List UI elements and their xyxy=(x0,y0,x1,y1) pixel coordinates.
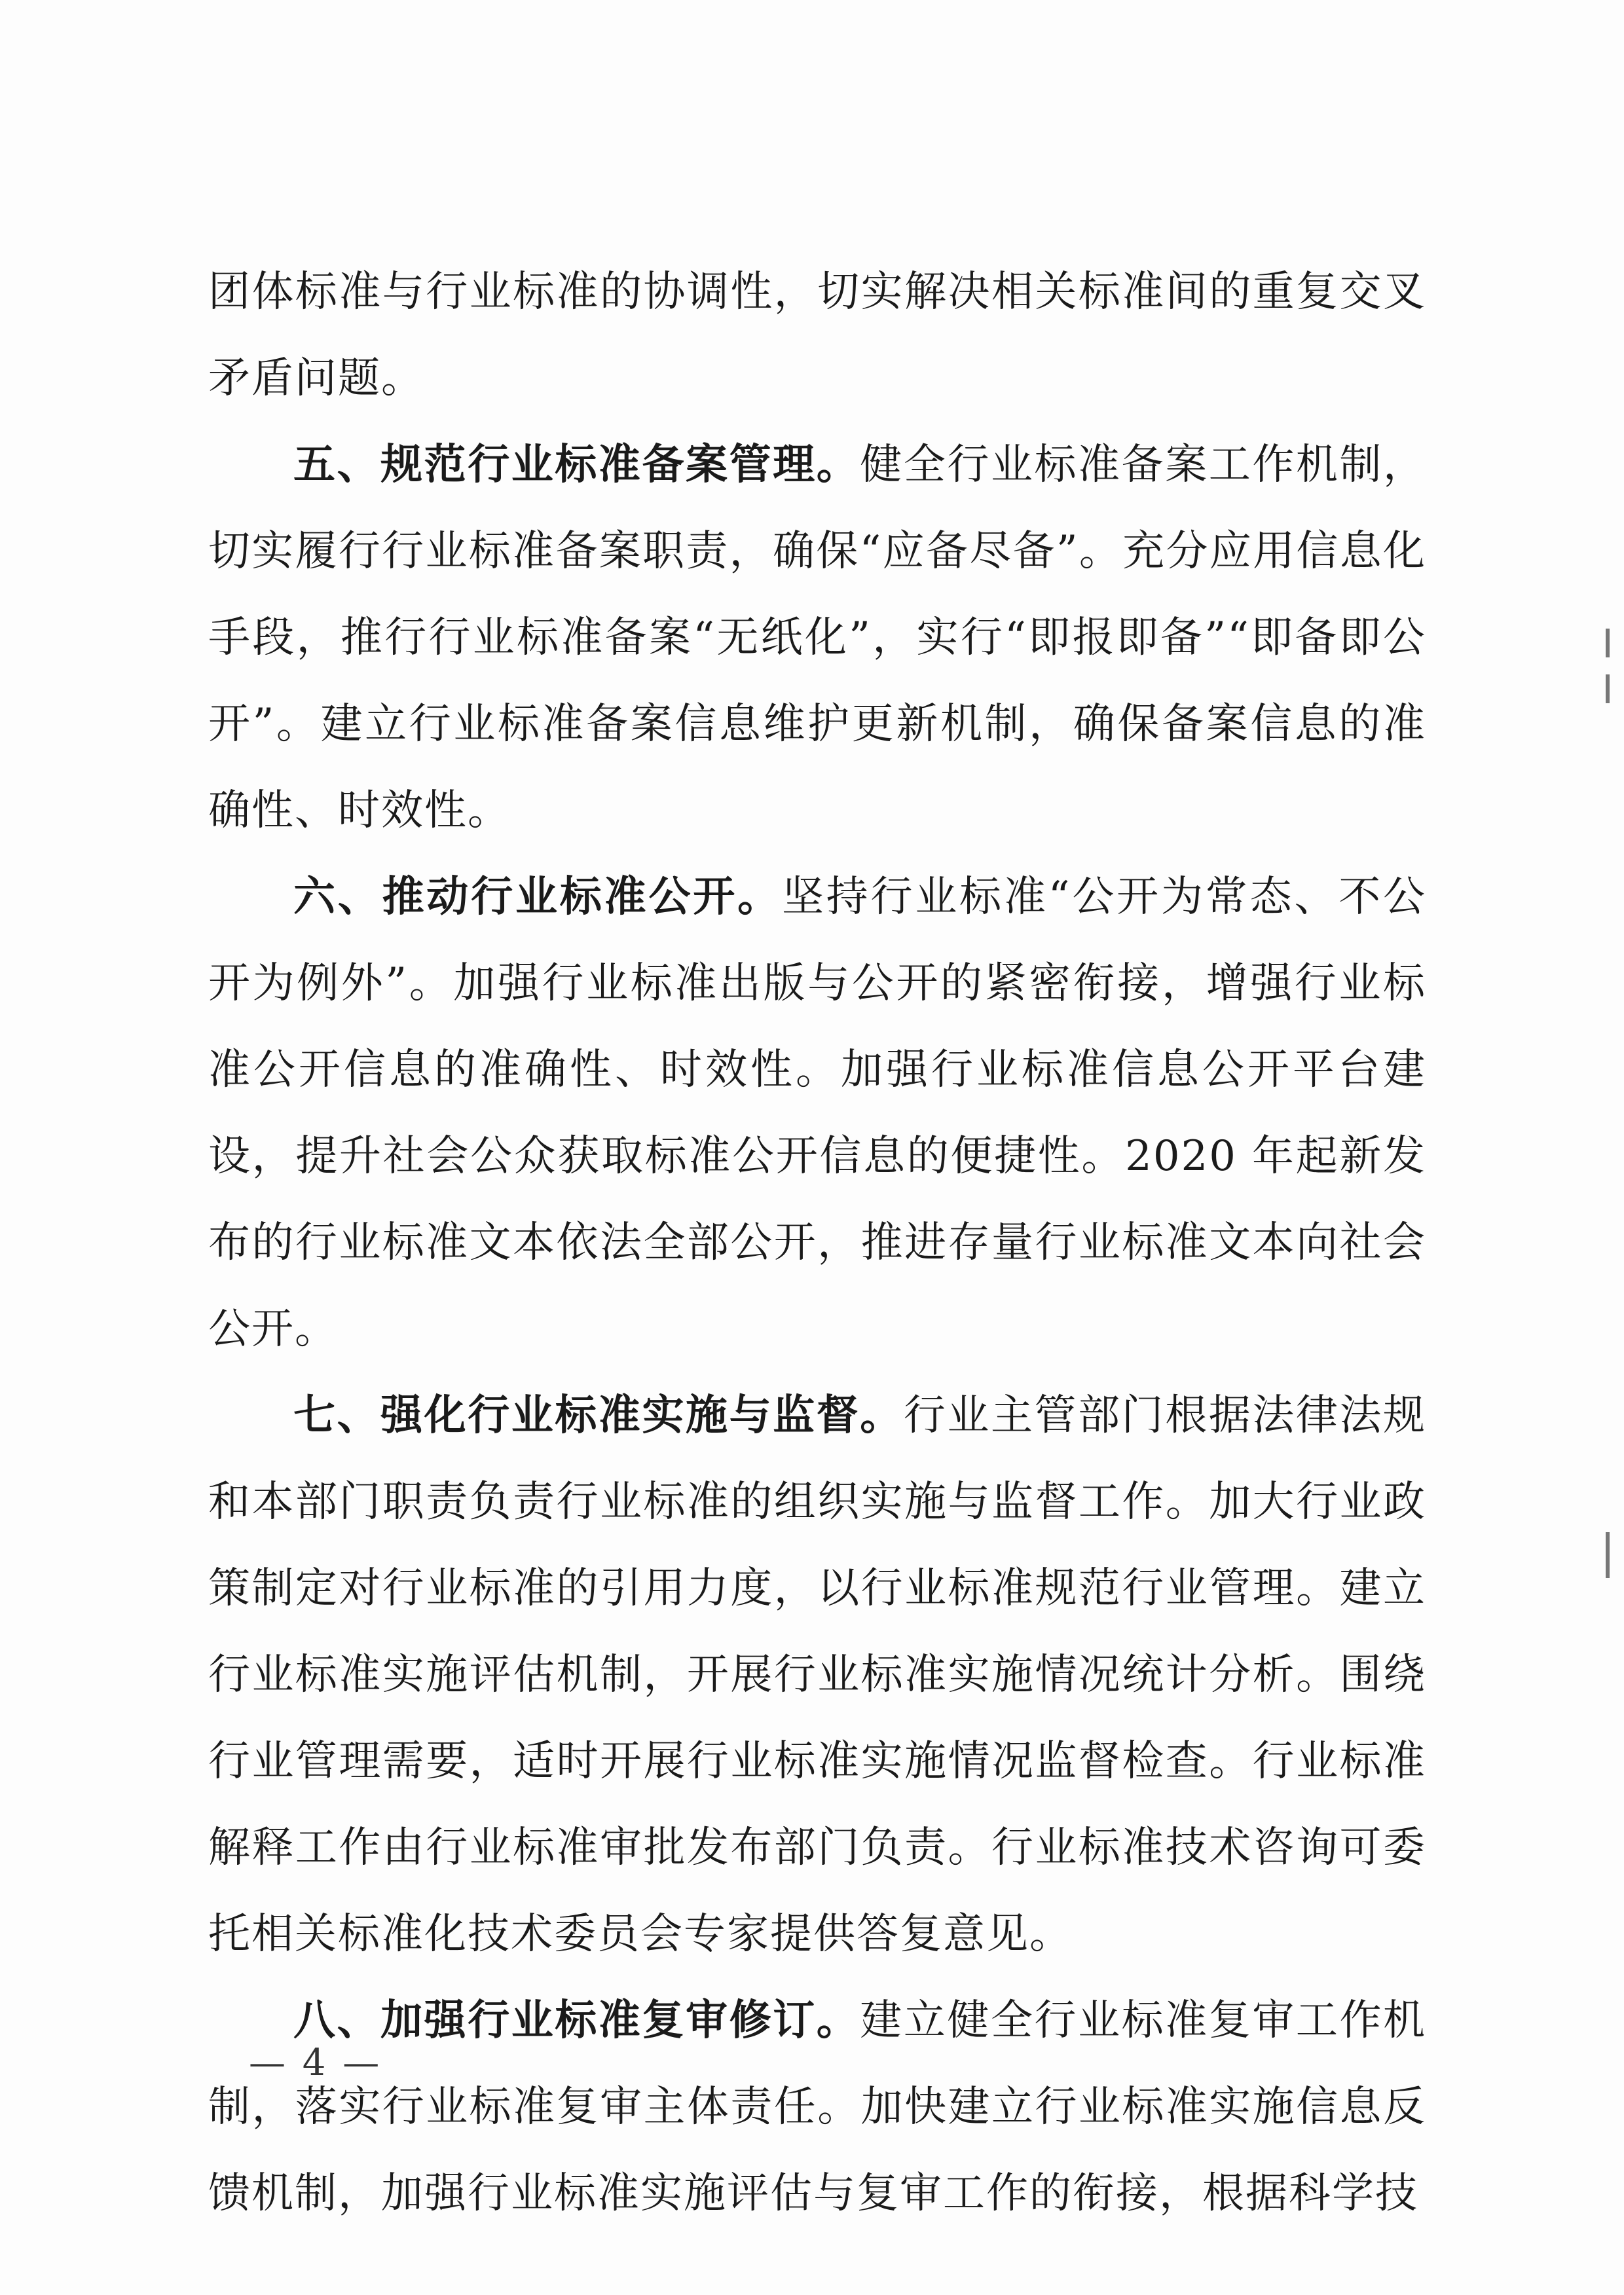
page-number: — 4 — xyxy=(249,2042,382,2084)
paragraph-text: 建立健全行业标准复审工作机制，落实行业标准复审主体责任。加快建立行业标准实施信息反馈机制，加强行业标准实施评估与复审工作的衔接，根据科学技 xyxy=(208,1996,1426,2218)
paragraph-continuation xyxy=(208,249,1426,422)
paragraph-section-5 xyxy=(208,422,1426,854)
paragraph-text: 健全行业标准备案工作机制，切实履行行业标准备案职责，确保“应备尽备”。充分应用信息化手段，推行行业标准备案“无纸化”，实行“即报即备”“即备即公开”。建立行业标准备案信息维护更新机制，确保备案信息的准确性、时效性。 xyxy=(208,441,1426,835)
paragraph-section-8 xyxy=(208,1977,1426,2237)
section-heading: 七、强化行业标准实施与监督。 xyxy=(293,1391,904,1440)
body-text xyxy=(208,249,1426,2237)
paragraph-text: 坚持行业标准“公开为常态、不公开为例外”。加强行业标准出版与公开的紧密衔接，增强行业标准公开信息的准确性、时效性。加强行业标准信息公开平台建设，提升社会公众获取标准公开信息的便捷性。2020 年起新发布的行业标准文本依法全部公开，推进存量行业标准文本向社会公开。 xyxy=(208,873,1427,1353)
scan-edge-mark xyxy=(1606,629,1610,657)
scan-edge-mark xyxy=(1606,1532,1610,1578)
paragraph-section-7 xyxy=(208,1372,1426,1977)
paragraph-section-6 xyxy=(208,854,1426,1372)
scan-edge-mark xyxy=(1606,674,1610,703)
paragraph-text: 团体标准与行业标准的协调性，切实解决相关标准间的重复交叉矛盾问题。 xyxy=(208,268,1426,403)
section-heading: 六、推动行业标准公开。 xyxy=(293,873,782,921)
section-heading: 八、加强行业标准复审修订。 xyxy=(293,1996,860,2045)
section-heading: 五、规范行业标准备案管理。 xyxy=(293,441,860,489)
paragraph-text: 行业主管部门根据法律法规和本部门职责负责行业标准的组织实施与监督工作。加大行业政策制定对行业标准的引用力度，以行业标准规范行业管理。建立行业标准实施评估机制，开展行业标准实施情况统计分析。围绕行业管理需要，适时开展行业标准实施情况监督检查。行业标准解释工作由行业标准审批发布部门负责。行业标准技术咨询可委托相关标准化技术委员会专家提供答复意见。 xyxy=(208,1391,1427,1958)
